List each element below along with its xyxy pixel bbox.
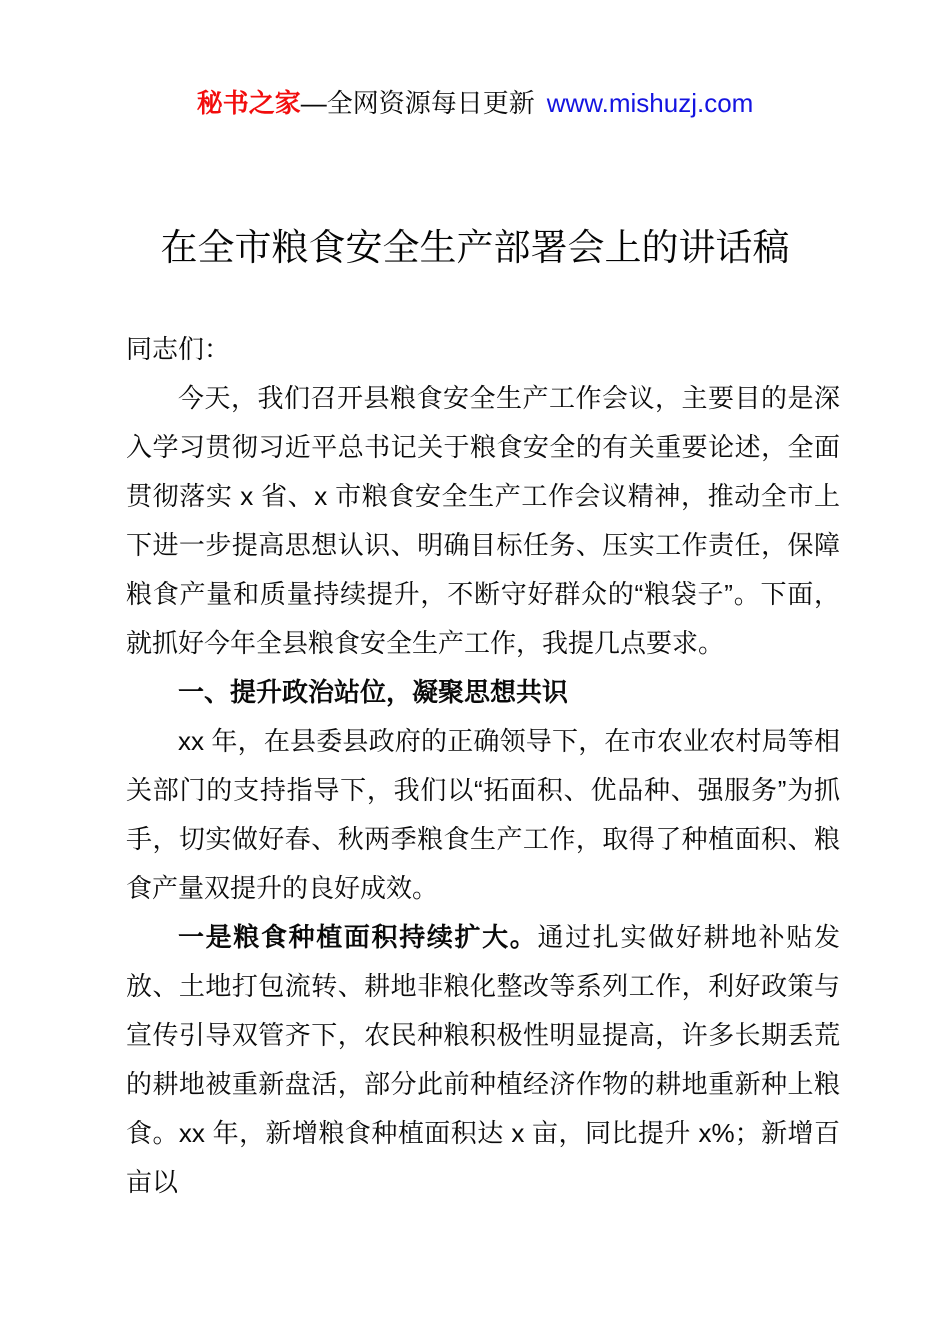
header-tagline: 全网资源每日更新 <box>326 88 535 118</box>
paragraph: 今天，我们召开县粮食安全生产工作会议，主要目的是深入学习贯彻习近平总书记关于粮食安全的有关重要论述，全面贯彻落实 x 省、x 市粮食安全生产工作会议精神，推动全市上下进一步提高思想认识、明确目标任务、压实工作责任，保障粮食产量和质量持续提升，不断守好群众的“粮袋子”。下面，就抓好今年全县粮食安全生产工作，我提几点要求。 <box>126 383 840 658</box>
paragraph: 一是粮食种植面积持续扩大。通过扎实做好耕地补贴发放、土地打包流转、耕地非粮化整改等系列工作，利好政策与宣传引导双管齐下，农民种粮积极性明显提高，许多长期丢荒的耕地被重新盘活，部分此前种植经济作物的耕地重新种上粮食。xx 年，新增粮食种植面积达 x 亩，同比提升 x%；新增百亩以 <box>126 922 840 1197</box>
header-url-link[interactable]: www.mishuzj.com <box>546 88 754 118</box>
site-name: 秘书之家 <box>196 88 301 118</box>
doc-header <box>0 0 950 120</box>
paragraph-lead: 一是粮食种植面积持续扩大。 <box>178 922 538 952</box>
document-title: 在全市粮食安全生产部署会上的讲话稿 <box>160 227 790 268</box>
paragraph: 同志们： <box>126 334 231 364</box>
section-heading: 一、提升政治站位，凝聚思想共识 <box>178 677 569 707</box>
header-dash: — <box>300 88 327 118</box>
paragraph: xx 年，在县委县政府的正确领导下，在市农业农村局等相关部门的支持指导下，我们以“拓面积、优品种、强服务”为抓手，切实做好春、秋两季粮食生产工作，取得了种植面积、粮食产量双提升的良好成效。 <box>126 726 840 903</box>
document-body <box>126 325 840 1207</box>
